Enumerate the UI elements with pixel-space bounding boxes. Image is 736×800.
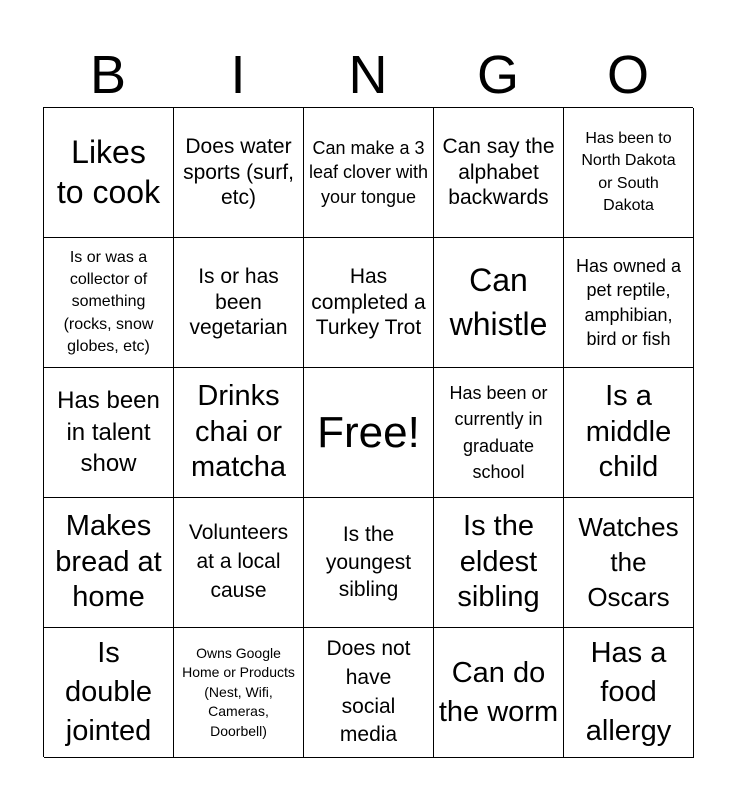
bingo-cell-r4c2[interactable] [174,498,304,628]
bingo-cell-r1c2[interactable] [174,108,304,238]
cell-text: Volunteers at a local cause [188,521,289,602]
cell-text: Is or was a collector of something (rocks, snow globes, etc) [63,248,154,356]
cell-text: Has been in talent show [57,386,160,478]
bingo-cell-r4c3[interactable] [304,498,434,628]
cell-text: Can say the alphabet backwards [442,135,555,210]
bingo-cell-r5c4[interactable] [434,628,564,758]
cell-text: Watches the Oscars [578,512,679,612]
cell-text: Can make a 3 leaf clover with your tongue [308,138,429,207]
cell-text: Drinks chai or matcha [190,379,287,484]
bingo-cell-r3c4[interactable] [434,368,564,498]
bingo-cell-r1c4[interactable] [434,108,564,238]
free-space-text: Free! [317,407,420,457]
bingo-cell-r1c3[interactable] [304,108,434,238]
cell-text: Can whistle [449,262,548,342]
bingo-cell-r5c3[interactable] [304,628,434,758]
cell-text: Has completed a Turkey Trot [311,265,426,340]
cell-text: Has been to North Dakota or South Dakota [581,129,676,214]
bingo-cell-r2c2[interactable] [174,238,304,368]
bingo-cell-r1c5[interactable] [564,108,694,238]
cell-text: Does water sports (surf, etc) [183,135,294,210]
cell-text: Has a food allergy [585,637,672,747]
bingo-cell-r5c2[interactable] [174,628,304,758]
bingo-cell-r2c5[interactable] [564,238,694,368]
header-letter-g: G [476,45,519,105]
header-letter-i: I [230,45,246,105]
bingo-cell-r5c1[interactable] [44,628,174,758]
cell-text: Is or has been vegetarian [189,265,288,340]
cell-text: Has been or currently in graduate school [449,383,548,482]
bingo-cell-r2c4[interactable] [434,238,564,368]
bingo-header [43,44,693,106]
cell-text: Likes to cook [56,134,161,210]
bingo-cell-r4c5[interactable] [564,498,694,628]
header-letter-b: B [89,45,127,105]
bingo-cell-r3c5[interactable] [564,368,694,498]
cell-text: Owns Google Home or Products (Nest, Wifi, Cameras, Doorbell) [182,644,295,739]
cell-text: Is the eldest sibling [457,509,540,614]
bingo-cell-r5c5[interactable] [564,628,694,758]
cell-text: Has owned a pet reptile, amphibian, bird or fish [575,256,682,349]
cell-text: Can do the worm [438,656,559,728]
bingo-cell-r2c3[interactable] [304,238,434,368]
cell-text: Is the youngest sibling [325,522,412,602]
bingo-cell-r3c2[interactable] [174,368,304,498]
header-letter-o: O [606,45,649,105]
cell-text: Makes bread at home [55,509,162,614]
bingo-cell-r2c1[interactable] [44,238,174,368]
cell-text: Is a middle child [585,379,672,484]
bingo-cell-r4c4[interactable] [434,498,564,628]
bingo-cell-free[interactable] [304,368,434,498]
bingo-cell-r3c1[interactable] [44,368,174,498]
bingo-board [43,107,693,757]
bingo-cell-r4c1[interactable] [44,498,174,628]
bingo-cell-r1c1[interactable] [44,108,174,238]
cell-text: Is double jointed [64,637,153,747]
cell-text: Does not have social media [326,637,411,747]
header-letter-n: N [348,45,388,105]
